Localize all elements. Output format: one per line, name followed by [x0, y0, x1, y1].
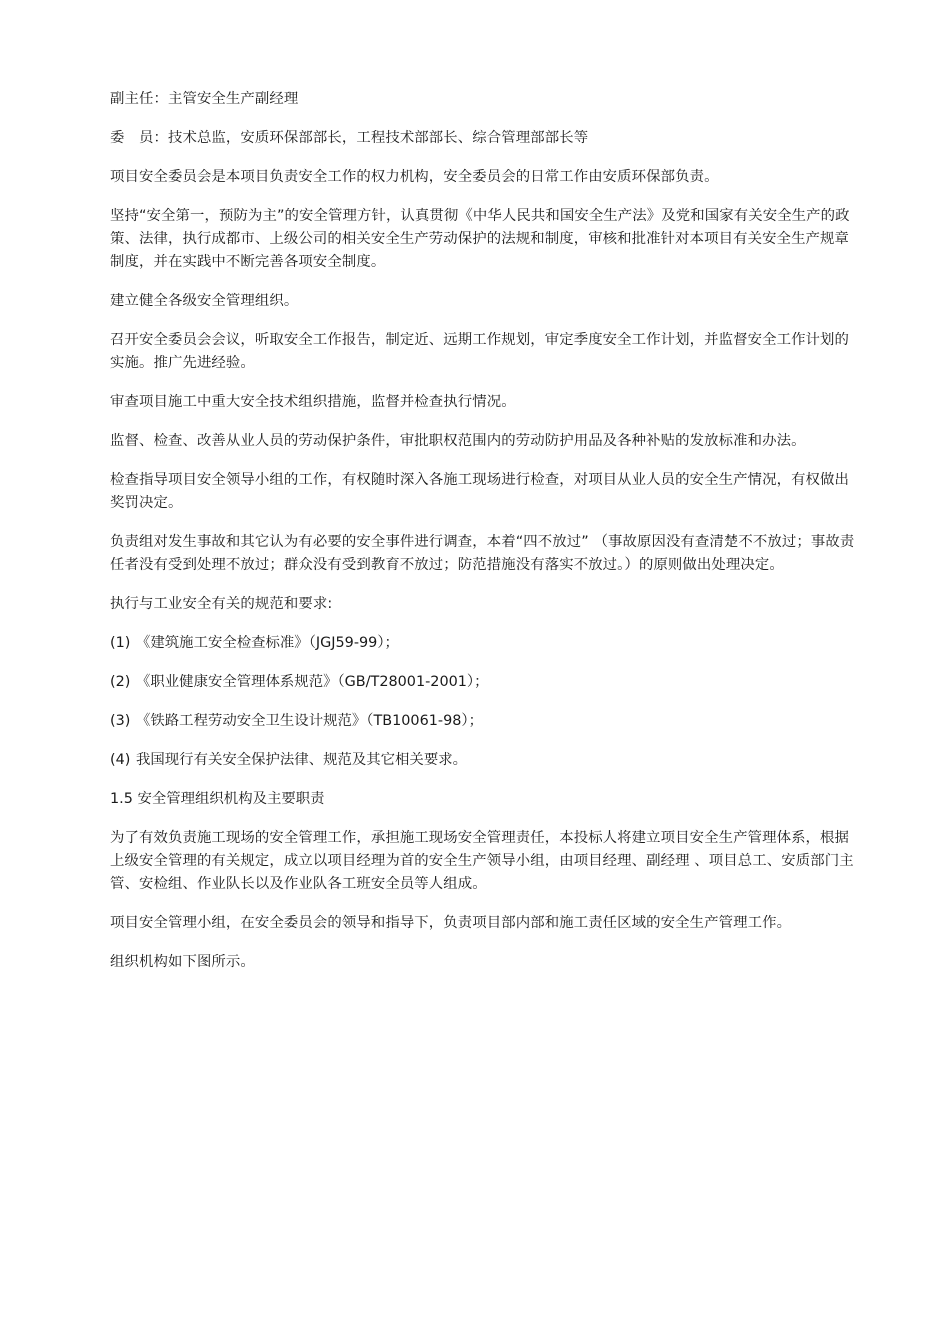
list-item — [110, 632, 860, 655]
paragraph-management-team: 项目安全管理小组，在安全委员会的领导和指导下，负责项目部内部和施工责任区域的安全生产管理工作。 — [110, 915, 792, 931]
paragraph-standards-intro: 执行与工业安全有关的规范和要求: — [110, 596, 333, 612]
list-item-text: 《铁路工程劳动安全卫生设计规范》（TB10061-98）； — [136, 713, 483, 729]
list-item — [110, 710, 860, 733]
list-item-text: 《建筑施工安全检查标准》（JGJ59-99）； — [136, 635, 399, 651]
paragraph-labor-protection: 监督、检查、改善从业人员的劳动保护条件，审批职权范围内的劳动防护用品及各种补贴的发放标准和办法。 — [110, 433, 806, 449]
section-heading: 1.5 安全管理组织机构及主要职责 — [110, 791, 325, 807]
list-item-number: (3) — [110, 713, 131, 729]
paragraph-inspection: 检查指导项目安全领导小组的工作，有权随时深入各施工现场进行检查，对项目从业人员的安全生产情况，有权做出奖罚决定。 — [110, 472, 850, 511]
document-body — [110, 88, 860, 990]
paragraph-review-measures: 审查项目施工中重大安全技术组织措施，监督并检查执行情况。 — [110, 394, 516, 410]
paragraph-safety-policy: 坚持“安全第一，预防为主”的安全管理方针，认真贯彻《中华人民共和国安全生产法》及党和国家有关安全生产的政策、法律，执行成都市、上级公司的相关安全生产劳动保护的法规和制度，审核和批准针对本项目有关安全生产规章制度，并在实践中不断完善各项安全制度。 — [110, 208, 850, 270]
paragraph-meetings: 召开安全委员会会议，听取安全工作报告，制定近、远期工作规划，审定季度安全工作计划，并监督安全工作计划的实施。推广先进经验。 — [110, 332, 850, 371]
list-item-number: (4) — [110, 752, 131, 768]
paragraph-members: 委 员：技术总监，安质环保部部长，工程技术部部长、综合管理部部长等 — [110, 130, 589, 146]
paragraph-committee-role: 项目安全委员会是本项目负责安全工作的权力机构，安全委员会的日常工作由安质环保部负责。 — [110, 169, 719, 185]
list-item — [110, 749, 860, 772]
paragraph-management-system: 为了有效负责施工现场的安全管理工作，承担施工现场安全管理责任，本投标人将建立项目安全生产管理体系，根据上级安全管理的有关规定，成立以项目经理为首的安全生产领导小组，由项目经理、副经理 、项目总工、安质部门主管、安检组、作业队长以及作业队各工班安全员等人组成。 — [110, 830, 854, 892]
list-item — [110, 671, 860, 694]
list-item-text: 我国现行有关安全保护法律、规范及其它相关要求。 — [136, 752, 467, 768]
paragraph-organization: 建立健全各级安全管理组织。 — [110, 293, 299, 309]
paragraph-org-chart-note: 组织机构如下图所示。 — [110, 954, 255, 970]
list-item-number: (2) — [110, 674, 131, 690]
list-item-number: (1) — [110, 635, 131, 651]
paragraph-accident-investigation: 负责组对发生事故和其它认为有必要的安全事件进行调查，本着“四不放过” （事故原因没有查清楚不不放过；事故责任者没有受到处理不放过；群众没有受到教育不放过；防范措施没有落实不放过。）的原则做出处理决定。 — [110, 534, 855, 573]
paragraph-deputy-director: 副主任：主管安全生产副经理 — [110, 91, 299, 107]
list-item-text: 《职业健康安全管理体系规范》（GB/T28001-2001）； — [136, 674, 489, 690]
